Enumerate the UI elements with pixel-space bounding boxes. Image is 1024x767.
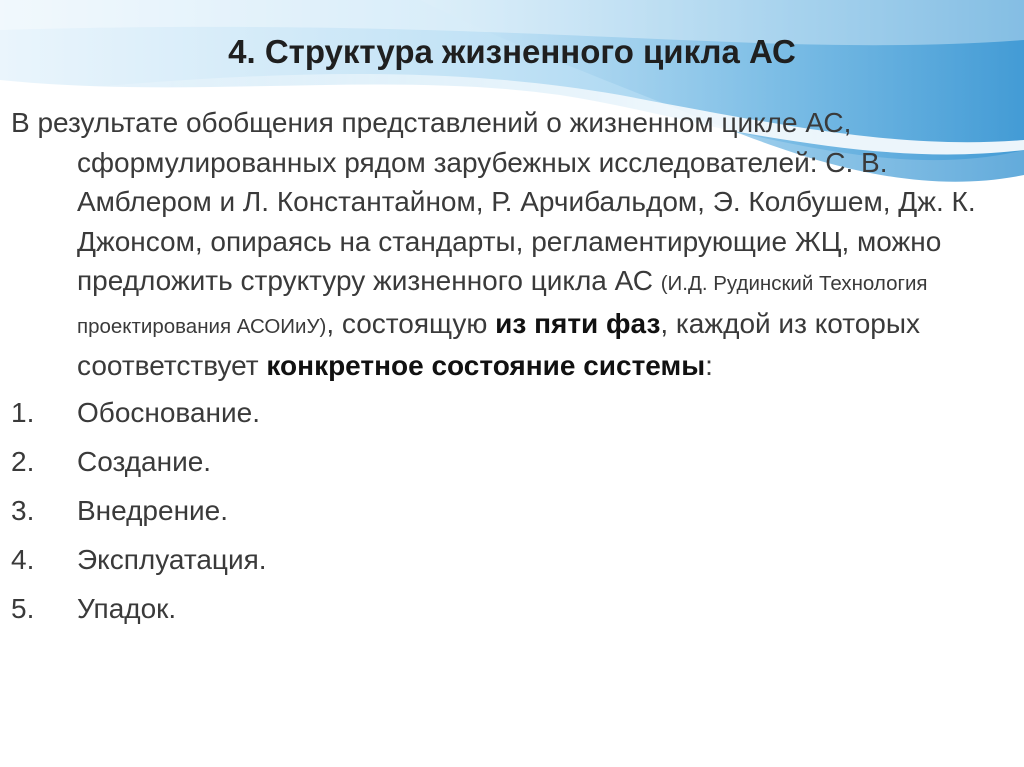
list-item-label: Упадок.	[77, 593, 177, 625]
list-item-number: 5.	[11, 593, 35, 625]
list-item	[11, 486, 1011, 535]
intro-text-3: , каждой из которых соответствует	[77, 307, 920, 381]
intro-bold-state: конкретное состояние системы	[266, 350, 706, 381]
list-item	[11, 388, 1011, 437]
slide-body	[11, 103, 1011, 633]
intro-text-4: :	[705, 350, 713, 381]
list-item-number: 3.	[11, 494, 35, 526]
intro-text-2: , состоящую	[326, 307, 496, 339]
list-item-number: 1.	[11, 396, 35, 428]
list-item-label: Обоснование.	[77, 396, 261, 428]
slide-title: 4. Структура жизненного цикла АС	[228, 33, 796, 70]
intro-text-1: В результате обобщения представлений о жизненном цикле АС, сформулированных рядом зарубежных исследователей: С. В. Амблером и Л. Константайном, Р. Арчибальдом, Э. Колбушем, Дж. К. Джонсом, опираясь на стандарты, регламентирующие ЖЦ, можно предложить структуру жизненного цикла АС	[11, 107, 976, 296]
intro-bold-phases: из пяти фаз	[495, 307, 661, 339]
phase-list	[11, 388, 1011, 634]
list-item	[11, 584, 1011, 633]
intro-paragraph	[11, 103, 1011, 386]
list-item	[11, 535, 1011, 584]
list-item-number: 4.	[11, 544, 35, 576]
list-item-label: Создание.	[77, 445, 212, 477]
list-item-label: Эксплуатация.	[77, 544, 267, 576]
citation: (И.Д. Рудинский Технология проектирования АСОИиУ)	[77, 272, 928, 338]
list-item	[11, 437, 1011, 486]
list-item-label: Внедрение.	[77, 494, 229, 526]
list-item-number: 2.	[11, 445, 35, 477]
